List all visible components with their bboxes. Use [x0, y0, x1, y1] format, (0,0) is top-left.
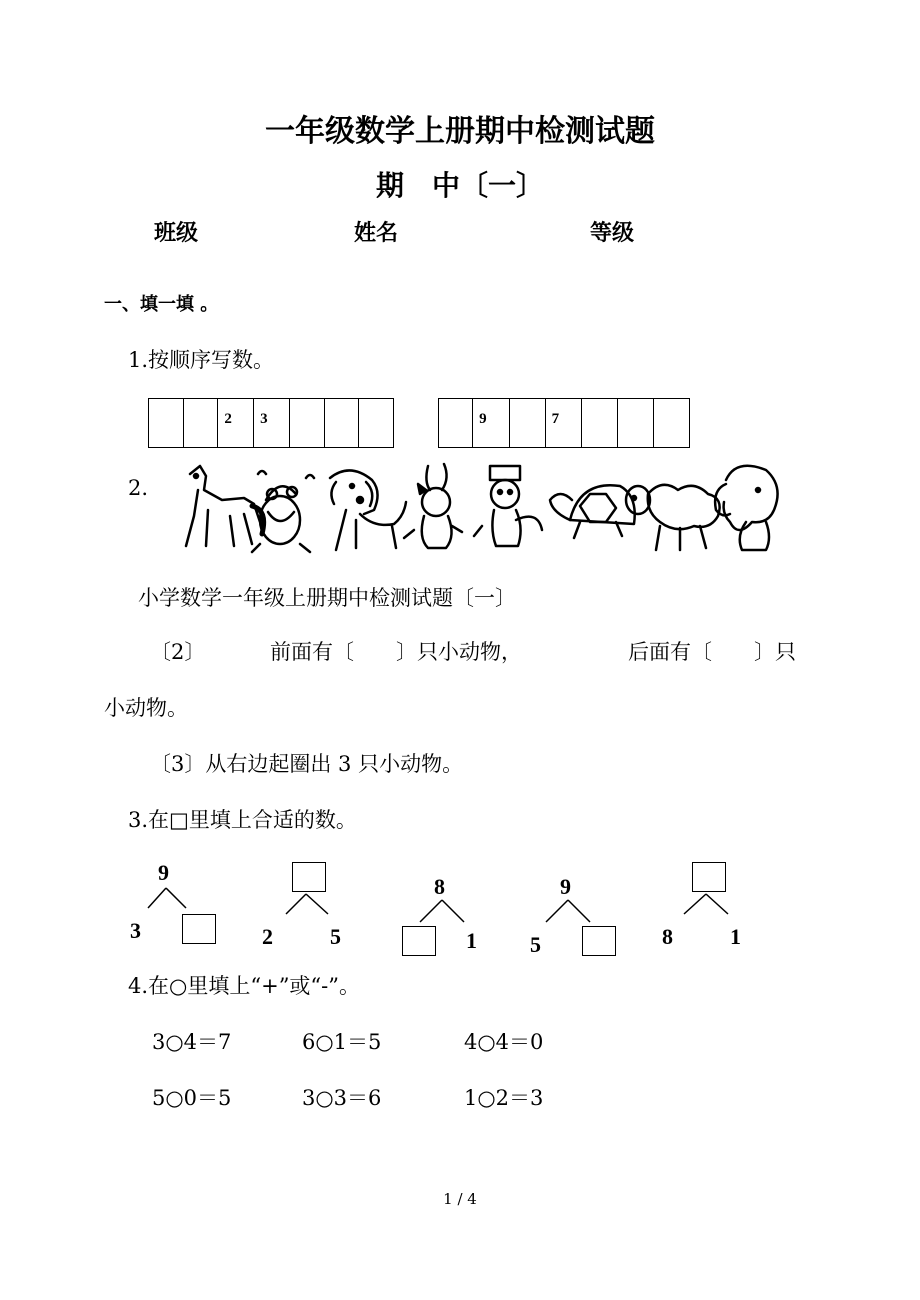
sequence-row-1: [148, 398, 394, 448]
rabbit-icon[interactable]: [404, 464, 462, 548]
bond-left: 3: [130, 918, 141, 943]
bond-answer-box[interactable]: [182, 914, 216, 944]
seq-cell[interactable]: [582, 399, 618, 448]
q2-label: 2.: [128, 476, 149, 500]
sheep-icon[interactable]: [626, 485, 720, 550]
bond-right: 5: [330, 924, 341, 949]
bond-left: 2: [262, 924, 273, 949]
animals-illustration: [160, 460, 780, 560]
q2-part2-front: 前面有〔 〕只小动物，: [270, 640, 522, 664]
name-label: 姓名: [354, 221, 399, 246]
seq-cell[interactable]: [359, 399, 394, 448]
seq-cell[interactable]: [183, 399, 218, 448]
bond-top: 8: [434, 874, 445, 899]
turtle-icon[interactable]: [550, 485, 635, 538]
elephant-icon[interactable]: [715, 466, 777, 550]
q2-part2-end: 小动物。: [104, 696, 188, 720]
seq-cell[interactable]: [149, 399, 184, 448]
equation[interactable]: 4○4＝0: [464, 1030, 544, 1054]
seq-cell[interactable]: [289, 399, 324, 448]
seq-cell[interactable]: [618, 399, 654, 448]
seq-cell[interactable]: 9: [473, 399, 510, 448]
seq-cell[interactable]: [439, 399, 473, 448]
sequence-row-2: [438, 398, 690, 448]
bond-answer-box[interactable]: [292, 862, 326, 892]
equation[interactable]: 3○4＝7: [152, 1030, 232, 1054]
grade-label: 等级: [590, 221, 635, 246]
bond-top: 9: [560, 874, 571, 899]
equation[interactable]: 3○3＝6: [302, 1086, 382, 1110]
frog-icon[interactable]: [252, 471, 314, 552]
seq-cell[interactable]: 3: [254, 399, 290, 448]
bond-answer-box[interactable]: [582, 926, 616, 956]
q2-caption: 小学数学一年级上册期中检测试题〔一〕: [138, 586, 516, 610]
page-subtitle: 期 中〔一〕: [375, 169, 544, 202]
page-title: 一年级数学上册期中检测试题: [265, 114, 655, 149]
equation[interactable]: 6○1＝5: [302, 1030, 382, 1054]
equation[interactable]: 1○2＝3: [464, 1086, 544, 1110]
bond-left: 8: [662, 924, 673, 949]
q1-label: 1.按顺序写数。: [128, 348, 275, 372]
seq-cell[interactable]: [324, 399, 359, 448]
class-label: 班级: [154, 221, 199, 246]
q3-label: 3.在□里填上合适的数。: [128, 808, 357, 832]
bond-answer-box[interactable]: [402, 926, 436, 956]
horse-icon[interactable]: [186, 466, 264, 546]
equation[interactable]: 5○0＝5: [152, 1086, 232, 1110]
monkey-icon[interactable]: [474, 466, 542, 546]
bond-left: 5: [530, 932, 541, 957]
dog-icon[interactable]: [330, 470, 406, 550]
section-heading: 一、填一填 。: [104, 294, 219, 315]
seq-cell[interactable]: 2: [218, 399, 254, 448]
q2-part3: 〔3〕从右边起圈出 3 只小动物。: [150, 752, 464, 776]
seq-cell[interactable]: 7: [545, 399, 582, 448]
q4-label: 4.在○里填上“+”或“-”。: [128, 974, 360, 998]
q2-part2-number: 〔2〕: [150, 640, 206, 664]
seq-cell[interactable]: [509, 399, 545, 448]
bond-right: 1: [466, 928, 477, 953]
seq-cell[interactable]: [654, 399, 690, 448]
bond-answer-box[interactable]: [692, 862, 726, 892]
bond-top: 9: [158, 860, 169, 885]
page-number: 1 / 4: [443, 1190, 477, 1208]
q2-part2-back: 后面有〔 〕只: [628, 640, 796, 664]
bond-right: 1: [730, 924, 741, 949]
